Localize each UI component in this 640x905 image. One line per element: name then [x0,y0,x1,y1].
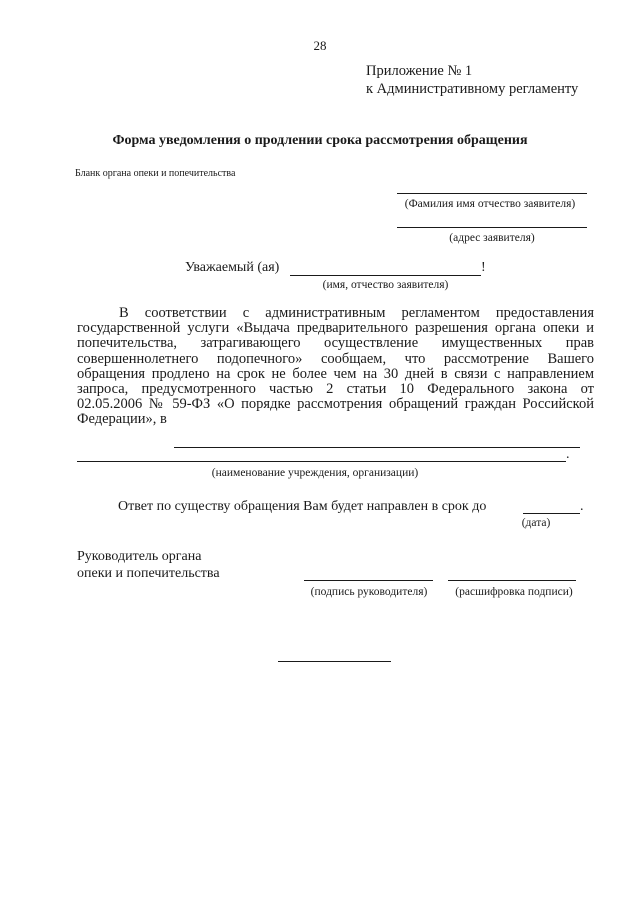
letterhead-label: Бланк органа опеки и попечительства [75,168,236,179]
answer-end-period: . [580,499,584,514]
signature-line [304,580,433,581]
body-line: обращения продлено на срок не более чем на 30 дней в связи с направлением [77,365,594,382]
applicant-address-caption: (адрес заявителя) [449,232,535,244]
appendix-reference [366,62,578,98]
appendix-line-2: к Административному регламенту [366,81,579,97]
body-line: попечительства, затрагивающего осуществление имущественных прав [77,335,594,352]
organization-end-period: . [566,447,570,462]
page-number: 28 [313,38,327,53]
greeting-name-line [290,275,481,276]
applicant-name-line [397,193,587,194]
signatory-line-2: опеки и попечительства [77,566,220,581]
body-line: В соответствии с административным регламентом предоставления [119,305,594,321]
signature-decoding-line [448,580,576,581]
signature-decoding-caption: (расшифровка подписи) [455,586,573,598]
answer-date-caption: (дата) [521,517,551,529]
greeting-text: Уважаемый (ая) [185,260,280,275]
answer-date-line [523,513,580,514]
answer-deadline-text: Ответ по существу обращения Вам будет направлен в срок до [118,499,487,514]
body-line: совершеннолетнего подопечного» сообщаем, что рассмотрение Вашего [77,350,594,367]
notice-body [77,306,594,428]
body-line: запроса, предусмотренного частью 2 статьи 10 Федерального закона от [77,380,594,397]
appendix-line-1: Приложение № 1 [366,63,473,79]
body-line: 02.05.2006 № 59-ФЗ «О порядке рассмотрения обращений граждан Российской [77,396,594,413]
body-line-last: Федерации», в [77,411,167,428]
form-title: Форма уведомления о продлении срока рассмотрения обращения [112,133,528,148]
greeting-exclamation: ! [481,260,486,275]
greeting-caption: (имя, отчество заявителя) [322,279,449,291]
signatory-title [77,548,220,582]
signatory-line-1: Руководитель органа [77,549,202,564]
applicant-address-line [397,227,587,228]
organization-line-2 [77,461,566,462]
signature-caption: (подпись руководителя) [310,586,428,598]
closing-separator [278,661,391,662]
organization-line-1 [174,447,580,448]
applicant-name-caption: (Фамилия имя отчество заявителя) [404,198,576,210]
organization-caption: (наименование учреждения, организации) [211,467,419,479]
body-line: государственной услуги «Выдача предварительного разрешения органа опеки и [77,320,594,337]
